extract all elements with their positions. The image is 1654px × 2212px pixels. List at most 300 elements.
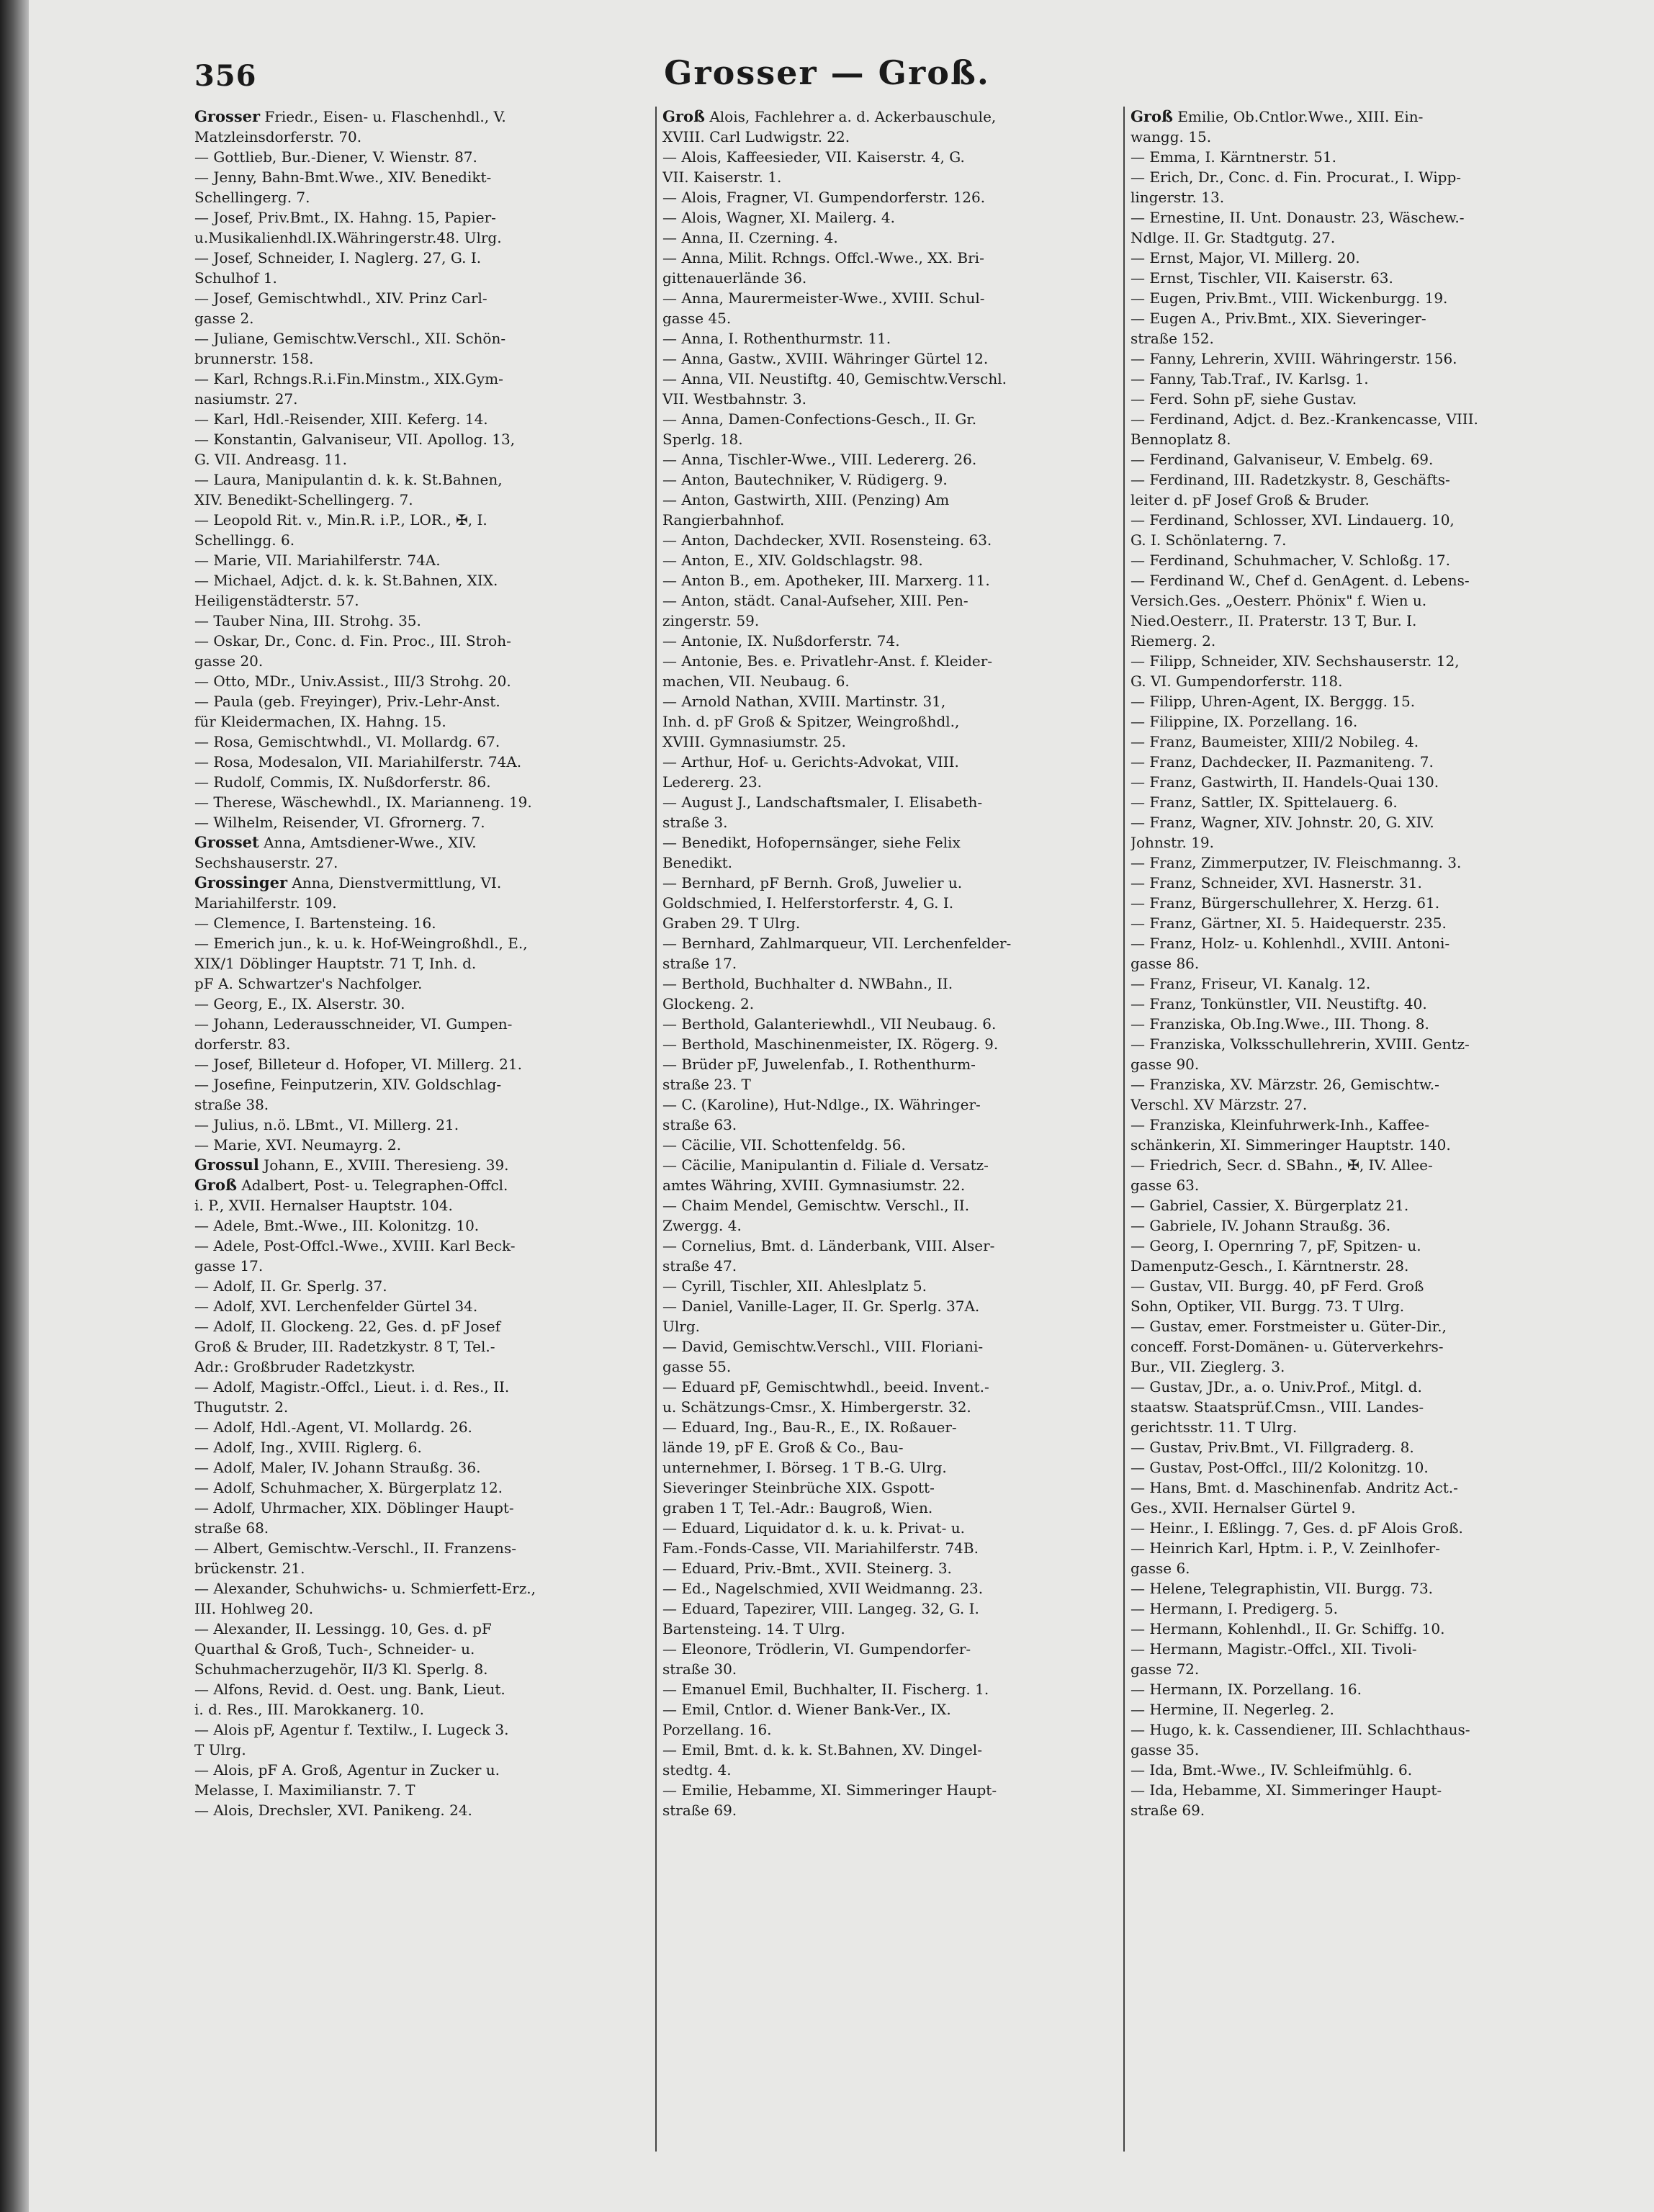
entry-line: — Filipp, Schneider, XIV. Sechshauserstr. 12,: [1131, 652, 1460, 670]
directory-entry: [194, 409, 648, 429]
directory-entry: [662, 1034, 1116, 1054]
directory-entry: [1131, 1457, 1563, 1478]
entry-line: Damenputz-Gesch., I. Kärntnerstr. 28.: [1131, 1257, 1409, 1274]
entry-line: — Alois, Wagner, XI. Mailerg. 4.: [662, 209, 895, 226]
entry-line: — Alois, Kaffeesieder, VII. Kaiserstr. 4, G.: [662, 148, 965, 166]
entry-line: — Fanny, Lehrerin, XVIII. Währingerstr. 156.: [1131, 350, 1457, 367]
directory-entry: [662, 1518, 1116, 1558]
entry-line: Sieveringer Steinbrüche XIX. Gspott-: [662, 1479, 935, 1496]
entry-line: — Emma, I. Kärntnerstr. 51.: [1131, 148, 1336, 166]
entry-line: — Josefine, Feinputzerin, XIV. Goldschlag-: [194, 1076, 502, 1093]
entry-line: — Ferdinand, III. Radetzkystr. 8, Geschäfts-: [1131, 471, 1450, 488]
directory-entry: [1131, 853, 1563, 873]
directory-entry: [194, 1719, 648, 1760]
entry-line: — Anna, VII. Neustiftg. 40, Gemischtw.Verschl.: [662, 370, 1007, 387]
column-2: [662, 107, 1116, 2152]
directory-entry: [1131, 772, 1563, 792]
entry-line: Versich.Ges. „Oesterr. Phönix" f. Wien u.: [1131, 592, 1427, 609]
entry-line: — Franz, Zimmerputzer, IV. Fleischmanng. 3.: [1131, 854, 1462, 871]
directory-entry: [662, 792, 1116, 832]
directory-entry: [1131, 752, 1563, 772]
directory-entry: [1131, 147, 1563, 167]
entry-line: — Eleonore, Trödlerin, VI. Gumpendorfer-: [662, 1640, 971, 1658]
entry-line: — Bernhard, Zahlmarqueur, VII. Lerchenfelder-: [662, 935, 1012, 952]
entry-line: brückenstr. 21.: [194, 1560, 305, 1577]
directory-entry: [194, 1800, 648, 1820]
entry-line: für Kleidermachen, IX. Hahng. 15.: [194, 713, 446, 730]
directory-entry: [194, 732, 648, 752]
entry-line: amtes Währing, XVIII. Gymnasiumstr. 22.: [662, 1177, 966, 1194]
entry-line: Sperlg. 18.: [662, 431, 743, 448]
directory-entry: [1131, 792, 1563, 812]
entry-line: — Ferdinand, Schlosser, XVI. Lindauerg. 10,: [1131, 511, 1455, 529]
entry-line: machen, VII. Neubaug. 6.: [662, 673, 850, 690]
entry-line: — Anna, Tischler-Wwe., VIII. Ledererg. 26.: [662, 451, 977, 468]
entry-line: gasse 55.: [662, 1358, 732, 1375]
directory-entry: [194, 1377, 648, 1417]
directory-entry: [194, 752, 648, 772]
directory-entry: [194, 792, 648, 812]
directory-entry: [194, 994, 648, 1014]
directory-entry: [662, 1377, 1116, 1417]
entry-line: — Helene, Telegraphistin, VII. Burgg. 73.: [1131, 1580, 1434, 1597]
directory-entry: [1131, 369, 1563, 389]
entry-line: — Paula (geb. Freyinger), Priv.-Lehr-Anst.: [194, 693, 500, 710]
entry-line: gasse 6.: [1131, 1560, 1190, 1577]
surname-key: Grossinger: [194, 873, 288, 891]
entry-line: — Eduard, Liquidator d. k. u. k. Privat- u.: [662, 1519, 965, 1537]
directory-entry: [194, 1437, 648, 1457]
entry-line: straße 69.: [662, 1802, 737, 1819]
entry-line: straße 3.: [662, 814, 728, 831]
directory-entry: [1131, 1719, 1563, 1760]
directory-entry: [662, 409, 1116, 449]
directory-entry: [1131, 812, 1563, 853]
directory-entry: [1131, 873, 1563, 893]
directory-entry: [1131, 1679, 1563, 1699]
entry-line: Grosser Friedr., Eisen- u. Flaschenhdl., V.: [194, 107, 506, 125]
directory-entry: [662, 1135, 1116, 1155]
directory-entry: [1131, 1760, 1563, 1780]
entry-line: — Rudolf, Commis, IX. Nußdorferstr. 86.: [194, 773, 491, 791]
directory-entry: [194, 772, 648, 792]
entry-line: — Adolf, XVI. Lerchenfelder Gürtel 34.: [194, 1298, 478, 1315]
entry-line: — Hermine, II. Negerleg. 2.: [1131, 1701, 1334, 1718]
entry-line: — Ferdinand, Galvaniseur, V. Embelg. 69.: [1131, 451, 1434, 468]
entry-line: — Eugen A., Priv.Bmt., XIX. Sieveringer-: [1131, 310, 1426, 327]
directory-entry: [662, 974, 1116, 1014]
entry-line: — Wilhelm, Reisender, VI. Gfrornerg. 7.: [194, 814, 485, 831]
directory-entry: [662, 187, 1116, 207]
directory-entry: [662, 369, 1116, 409]
directory-entry: [194, 611, 648, 631]
entry-line: — Franz, Bürgerschullehrer, X. Herzg. 61.: [1131, 894, 1440, 912]
entry-line: i. P., XVII. Hernalser Hauptstr. 104.: [194, 1197, 453, 1214]
entry-line: — Julius, n.ö. LBmt., VI. Millerg. 21.: [194, 1116, 459, 1133]
directory-entry: [194, 328, 648, 369]
directory-entry: [1131, 691, 1563, 711]
entry-line: schänkerin, XI. Simmeringer Hauptstr. 140.: [1131, 1136, 1451, 1154]
entry-line: XVIII. Gymnasiumstr. 25.: [662, 733, 846, 750]
entry-line: zingerstr. 59.: [662, 612, 760, 629]
directory-entry: [1131, 651, 1563, 691]
entry-line: staatsw. Staatsprüf.Cmsn., VIII. Landes-: [1131, 1398, 1424, 1416]
directory-entry: [194, 1155, 648, 1175]
entry-line: — Marie, VII. Mariahilferstr. 74A.: [194, 552, 441, 569]
directory-entry: [662, 1699, 1116, 1740]
directory-entry: [194, 469, 648, 510]
directory-entry: [1131, 389, 1563, 409]
entry-line: — Gabriel, Cassier, X. Bürgerplatz 21.: [1131, 1197, 1409, 1214]
entry-line: — Emil, Cntlor. d. Wiener Bank-Ver., IX.: [662, 1701, 951, 1718]
directory-entry: [1131, 1074, 1563, 1115]
entry-line: u.Musikalienhdl.IX.Währingerstr.48. Ulrg.: [194, 229, 502, 246]
entry-line: — Rosa, Modesalon, VII. Mariahilferstr. 74A.: [194, 753, 522, 770]
entry-line: Rangierbahnhof.: [662, 511, 785, 529]
entry-line: — Arthur, Hof- u. Gerichts-Advokat, VIII.: [662, 753, 959, 770]
directory-entry: [662, 147, 1116, 187]
entry-line: gasse 20.: [194, 652, 264, 670]
entry-line: Mariahilferstr. 109.: [194, 894, 337, 912]
entry-line: i. d. Res., III. Marokkanerg. 10.: [194, 1701, 425, 1718]
directory-entry: [194, 1538, 648, 1578]
entry-line: nasiumstr. 27.: [194, 390, 298, 408]
entry-line: — Franz, Gärtner, XI. 5. Haidequerstr. 235.: [1131, 914, 1447, 932]
directory-entry: [662, 490, 1116, 530]
entry-line: — Anton, städt. Canal-Aufseher, XIII. Pen-: [662, 592, 968, 609]
directory-entry: [662, 832, 1116, 873]
directory-entry: [194, 510, 648, 550]
directory-entry: [662, 1276, 1116, 1296]
entry-line: Johnstr. 19.: [1131, 834, 1215, 851]
directory-entry: [1131, 1115, 1563, 1155]
entry-line: — Eduard pF, Gemischtwhdl., beeid. Invent.-: [662, 1378, 989, 1395]
entry-line: Ndlge. II. Gr. Stadtgutg. 27.: [1131, 229, 1336, 246]
entry-line: straße 38.: [194, 1096, 269, 1113]
entry-line: straße 63.: [662, 1116, 737, 1133]
entry-line: — Gustav, Post-Offcl., III/2 Kolonitzg. 10.: [1131, 1459, 1429, 1476]
directory-entry: [1131, 711, 1563, 732]
entry-line: — Franziska, Volksschullehrerin, XVIII. Gentz-: [1131, 1035, 1470, 1053]
entry-line: — Chaim Mendel, Gemischtw. Verschl., II.: [662, 1197, 970, 1214]
entry-line: Schuhmacherzugehör, II/3 Kl. Sperlg. 8.: [194, 1660, 488, 1678]
entry-line: straße 23. T: [662, 1076, 751, 1093]
entry-line: Benedikt.: [662, 854, 732, 871]
directory-entry: [1131, 1195, 1563, 1215]
entry-line: — Gabriele, IV. Johann Straußg. 36.: [1131, 1217, 1391, 1234]
entry-line: — Berthold, Galanteriewhdl., VII Neubaug. 6.: [662, 1015, 997, 1033]
entry-line: straße 30.: [662, 1660, 737, 1678]
directory-entry: [194, 1457, 648, 1478]
entry-line: — Ida, Bmt.-Wwe., IV. Schleifmühlg. 6.: [1131, 1761, 1413, 1779]
entry-line: — Anna, Milit. Rchngs. Offcl.-Wwe., XX. Bri-: [662, 249, 984, 266]
entry-line: — Ferdinand, Schuhmacher, V. Schloßg. 17.: [1131, 552, 1450, 569]
entry-line: Grossinger Anna, Dienstvermittlung, VI.: [194, 873, 502, 891]
surname-key: Grosset: [194, 833, 259, 851]
entry-line: — Bernhard, pF Bernh. Groß, Juwelier u.: [662, 874, 963, 891]
directory-entry: [1131, 308, 1563, 349]
directory-entry: [1131, 1034, 1563, 1074]
directory-entry: [194, 1276, 648, 1296]
entry-line: — Therese, Wäschewhdl., IX. Marianneng. 19.: [194, 793, 532, 811]
directory-entry: [662, 1558, 1116, 1578]
entry-line: — Cäcilie, VII. Schottenfeldg. 56.: [662, 1136, 906, 1154]
entry-line: Graben 29. T Ulrg.: [662, 914, 801, 932]
entry-line: gasse 45.: [662, 310, 732, 327]
entry-line: — Franziska, Kleinfuhrwerk-Inh., Kaffee-: [1131, 1116, 1430, 1133]
entry-line: — Ida, Hebamme, XI. Simmeringer Haupt-: [1131, 1781, 1442, 1799]
directory-columns: [194, 107, 1563, 2152]
entry-line: — Albert, Gemischtw.-Verschl., II. Franzens-: [194, 1539, 516, 1557]
directory-entry: [1131, 288, 1563, 308]
directory-entry: [662, 1014, 1116, 1034]
directory-entry: [662, 1296, 1116, 1336]
entry-line: — Gustav, Priv.Bmt., VI. Fillgraderg. 8.: [1131, 1439, 1414, 1456]
directory-entry: [662, 469, 1116, 490]
directory-entry: [662, 288, 1116, 328]
entry-line: — Emerich jun., k. u. k. Hof-Weingroßhdl., E.,: [194, 935, 528, 952]
directory-entry: [194, 671, 648, 691]
directory-entry: [1131, 933, 1563, 974]
directory-entry: [1131, 1699, 1563, 1719]
directory-entry: [662, 691, 1116, 752]
entry-line: — Berthold, Maschinenmeister, IX. Rögerg. 9.: [662, 1035, 999, 1053]
entry-line: Zwergg. 4.: [662, 1217, 742, 1234]
directory-entry: [1131, 1639, 1563, 1679]
surname-key: Groß: [194, 1176, 237, 1194]
entry-line: — Fanny, Tab.Traf., IV. Karlsg. 1.: [1131, 370, 1369, 387]
entry-line: lände 19, pF E. Groß & Co., Bau-: [662, 1439, 904, 1456]
directory-entry: [662, 1740, 1116, 1780]
directory-entry: [194, 167, 648, 207]
entry-line: — Benedikt, Hofopernsänger, siehe Felix: [662, 834, 961, 851]
directory-entry: [194, 570, 648, 611]
entry-line: — Anton, E., XIV. Goldschlagstr. 98.: [662, 552, 923, 569]
directory-entry: [662, 1780, 1116, 1820]
entry-line: — Hermann, I. Predigerg. 5.: [1131, 1600, 1339, 1617]
directory-entry: [194, 1760, 648, 1800]
entry-line: — Emil, Bmt. d. k. k. St.Bahnen, XV. Dingel-: [662, 1741, 982, 1758]
entry-line: — Adolf, Maler, IV. Johann Straußg. 36.: [194, 1459, 481, 1476]
directory-entry: [194, 1115, 648, 1135]
entry-line: — Emilie, Hebamme, XI. Simmeringer Haupt-: [662, 1781, 997, 1799]
directory-entry: [194, 288, 648, 328]
entry-line: Bartensteing. 14. T Ulrg.: [662, 1620, 845, 1637]
entry-line: — Hermann, Magistr.-Offcl., XII. Tivoli-: [1131, 1640, 1417, 1658]
entry-line: Nied.Oesterr., II. Praterstr. 13 T, Bur. I.: [1131, 612, 1417, 629]
directory-entry: [1131, 268, 1563, 288]
directory-entry: [194, 933, 648, 994]
entry-line: — Adolf, II. Glockeng. 22, Ges. d. pF Josef: [194, 1318, 500, 1335]
entry-line: wangg. 15.: [1131, 128, 1212, 145]
entry-line: — Ferd. Sohn pF, siehe Gustav.: [1131, 390, 1357, 408]
directory-entry: [194, 1236, 648, 1276]
directory-entry: [1131, 1478, 1563, 1518]
entry-line: XIX/1 Döblinger Hauptstr. 71 T, Inh. d.: [194, 955, 477, 972]
entry-line: — Konstantin, Galvaniseur, VII. Apollog. 13,: [194, 431, 516, 448]
directory-entry: [1131, 732, 1563, 752]
directory-entry: [194, 147, 648, 167]
directory-entry: [1131, 570, 1563, 651]
directory-entry: [194, 1175, 648, 1215]
directory-entry: [194, 248, 648, 288]
entry-line: Fam.-Fonds-Casse, VII. Mariahilferstr. 74B.: [662, 1539, 979, 1557]
entry-line: — Anna, I. Rothenthurmstr. 11.: [662, 330, 891, 347]
entry-line: — Alfons, Revid. d. Oest. ung. Bank, Lieut.: [194, 1681, 505, 1698]
entry-line: pF A. Schwartzer's Nachfolger.: [194, 975, 423, 992]
directory-entry: [662, 248, 1116, 288]
directory-entry: [1131, 1599, 1563, 1619]
directory-entry: [662, 107, 1116, 147]
directory-entry: [662, 873, 1116, 933]
directory-entry: [194, 1316, 648, 1377]
entry-line: — Anna, Gastw., XVIII. Währinger Gürtel 12.: [662, 350, 989, 367]
entry-line: — Franz, Holz- u. Kohlenhdl., XVIII. Antoni-: [1131, 935, 1450, 952]
directory-entry: [662, 1054, 1116, 1094]
directory-entry: [1131, 409, 1563, 449]
entry-line: — Alois, pF A. Groß, Agentur in Zucker u.: [194, 1761, 500, 1779]
directory-entry: [1131, 1276, 1563, 1316]
entry-line: — Clemence, I. Bartensteing. 16.: [194, 914, 436, 932]
entry-line: — Georg, E., IX. Alserstr. 30.: [194, 995, 405, 1012]
entry-line: — Franz, Tonkünstler, VII. Neustiftg. 40.: [1131, 995, 1427, 1012]
entry-line: conceff. Forst-Domänen- u. Güterverkehrs-: [1131, 1338, 1444, 1355]
directory-entry: [662, 1336, 1116, 1377]
entry-line: Sohn, Optiker, VII. Burgg. 73. T Ulrg.: [1131, 1298, 1405, 1315]
entry-line: — Michael, Adjct. d. k. k. St.Bahnen, XIX.: [194, 572, 498, 589]
directory-entry: [194, 1074, 648, 1115]
directory-entry: [1131, 167, 1563, 207]
directory-entry: [1131, 1014, 1563, 1034]
entry-line: Groß & Bruder, III. Radetzkystr. 8 T, Tel.-: [194, 1338, 495, 1355]
entry-line: — Anton, Dachdecker, XVII. Rosensteing. 63.: [662, 531, 992, 549]
entry-line: VII. Westbahnstr. 3.: [662, 390, 806, 408]
entry-line: — Ernst, Tischler, VII. Kaiserstr. 63.: [1131, 269, 1393, 287]
entry-line: — Josef, Gemischtwhdl., XIV. Prinz Carl-: [194, 289, 487, 307]
directory-entry: [194, 873, 648, 913]
entry-line: Bur., VII. Zieglerg. 3.: [1131, 1358, 1285, 1375]
entry-line: Grossul Johann, E., XVIII. Theresieng. 39.: [194, 1156, 509, 1174]
entry-line: — Johann, Lederausschneider, VI. Gumpen-: [194, 1015, 513, 1033]
entry-line: — Adele, Bmt.-Wwe., III. Kolonitzg. 10.: [194, 1217, 480, 1234]
directory-entry: [1131, 994, 1563, 1014]
directory-entry: [1131, 913, 1563, 933]
directory-entry: [194, 1578, 648, 1619]
directory-entry: [662, 1195, 1116, 1236]
entry-line: — Karl, Rchngs.R.i.Fin.Minstm., XIX.Gym-: [194, 370, 503, 387]
directory-entry: [1131, 893, 1563, 913]
directory-entry: [194, 207, 648, 248]
entry-line: Matzleinsdorferstr. 70.: [194, 128, 362, 145]
directory-entry: [194, 1135, 648, 1155]
entry-line: — Arnold Nathan, XVIII. Martinstr. 31,: [662, 693, 946, 710]
entry-line: — Adolf, Schuhmacher, X. Bürgerplatz 12.: [194, 1479, 503, 1496]
entry-line: graben 1 T, Tel.-Adr.: Baugroß, Wien.: [662, 1499, 933, 1516]
entry-line: stedtg. 4.: [662, 1761, 732, 1779]
entry-line: — Emanuel Emil, Buchhalter, II. Fischerg. 1.: [662, 1681, 989, 1698]
entry-line: Goldschmied, I. Helferstorferstr. 4, G. I.: [662, 894, 954, 912]
entry-line: — Josef, Priv.Bmt., IX. Hahng. 15, Papier-: [194, 209, 496, 226]
entry-line: straße 68.: [194, 1519, 269, 1537]
entry-line: Quarthal & Groß, Tuch-, Schneider- u.: [194, 1640, 475, 1658]
entry-line: — Juliane, Gemischtw.Verschl., XII. Schön-: [194, 330, 506, 347]
entry-line: — Franz, Dachdecker, II. Pazmaniteng. 7.: [1131, 753, 1434, 770]
entry-line: gasse 17.: [194, 1257, 264, 1274]
directory-entry: [662, 328, 1116, 349]
entry-line: — Antonie, IX. Nußdorferstr. 74.: [662, 632, 900, 649]
directory-entry: [194, 1619, 648, 1679]
entry-line: — Laura, Manipulantin d. k. k. St.Bahnen,: [194, 471, 503, 488]
directory-entry: [194, 1679, 648, 1719]
entry-line: VII. Kaiserstr. 1.: [662, 168, 782, 186]
entry-line: gasse 2.: [194, 310, 254, 327]
directory-entry: [1131, 349, 1563, 369]
entry-line: — Heinrich Karl, Hptm. i. P., V. Zeinlhofer-: [1131, 1539, 1440, 1557]
entry-line: — Eduard, Ing., Bau-R., E., IX. Roßauer-: [662, 1419, 957, 1436]
entry-line: — Gustav, VII. Burgg. 40, pF Ferd. Groß: [1131, 1277, 1424, 1295]
entry-line: — Adolf, Ing., XVIII. Riglerg. 6.: [194, 1439, 422, 1456]
entry-line: — Hans, Bmt. d. Maschinenfab. Andritz Act.-: [1131, 1479, 1458, 1496]
entry-line: Glockeng. 2.: [662, 995, 755, 1012]
entry-line: Groß Alois, Fachlehrer a. d. Ackerbauschule,: [662, 107, 997, 125]
entry-line: gerichtsstr. 11. T Ulrg.: [1131, 1419, 1298, 1436]
entry-line: — Anton, Gastwirth, XIII. (Penzing) Am: [662, 491, 950, 508]
entry-line: Ledererg. 23.: [662, 773, 763, 791]
directory-entry: [662, 631, 1116, 651]
entry-line: Schellingerg. 7.: [194, 189, 310, 206]
directory-entry: [1131, 1780, 1563, 1820]
entry-line: G. VII. Andreasg. 11.: [194, 451, 347, 468]
directory-entry: [662, 933, 1116, 974]
entry-line: Riemerg. 2.: [1131, 632, 1216, 649]
directory-entry: [194, 832, 648, 873]
entry-line: Grosset Anna, Amtsdiener-Wwe., XIV.: [194, 833, 477, 851]
entry-line: — Alexander, II. Lessingg. 10, Ges. d. pF: [194, 1620, 492, 1637]
entry-line: — C. (Karoline), Hut-Ndlge., IX. Währinger-: [662, 1096, 981, 1113]
entry-line: — Eduard, Priv.-Bmt., XVII. Steinerg. 3.: [662, 1560, 952, 1577]
entry-line: dorferstr. 83.: [194, 1035, 291, 1053]
entry-line: — Gottlieb, Bur.-Diener, V. Wienstr. 87.: [194, 148, 477, 166]
directory-entry: [1131, 1236, 1563, 1276]
directory-entry: [662, 550, 1116, 570]
entry-line: — Anna, II. Czerning. 4.: [662, 229, 838, 246]
entry-line: gasse 72.: [1131, 1660, 1200, 1678]
entry-line: Groß Emilie, Ob.Cntlor.Wwe., XIII. Ein-: [1131, 107, 1424, 125]
page-number: 356: [194, 59, 257, 93]
directory-entry: [194, 812, 648, 832]
entry-line: XVIII. Carl Ludwigstr. 22.: [662, 128, 850, 145]
entry-line: — Antonie, Bes. e. Privatlehr-Anst. f. Kleider-: [662, 652, 993, 670]
running-head: Grosser — Groß.: [664, 53, 990, 92]
directory-entry: [194, 550, 648, 570]
directory-entry: [194, 1498, 648, 1538]
entry-line: — Rosa, Gemischtwhdl., VI. Mollardg. 67.: [194, 733, 500, 750]
entry-line: — Filipp, Uhren-Agent, IX. Berggg. 15.: [1131, 693, 1416, 710]
entry-line: — Daniel, Vanille-Lager, II. Gr. Sperlg. 37A.: [662, 1298, 980, 1315]
directory-entry: [1131, 1538, 1563, 1578]
entry-line: unternehmer, I. Börseg. 1 T B.-G. Ulrg.: [662, 1459, 947, 1476]
entry-line: gittenauerlände 36.: [662, 269, 807, 287]
directory-entry: [1131, 1155, 1563, 1195]
directory-entry: [662, 1094, 1116, 1135]
entry-line: — Otto, MDr., Univ.Assist., III/3 Strohg. 20.: [194, 673, 511, 690]
entry-line: — Franz, Wagner, XIV. Johnstr. 20, G. XIV.: [1131, 814, 1434, 831]
directory-entry: [662, 1155, 1116, 1195]
entry-line: — Alois pF, Agentur f. Textilw., I. Lugeck 3.: [194, 1721, 509, 1738]
column-1: [194, 107, 648, 2152]
entry-line: brunnerstr. 158.: [194, 350, 314, 367]
entry-line: — Josef, Schneider, I. Naglerg. 27, G. I.: [194, 249, 482, 266]
